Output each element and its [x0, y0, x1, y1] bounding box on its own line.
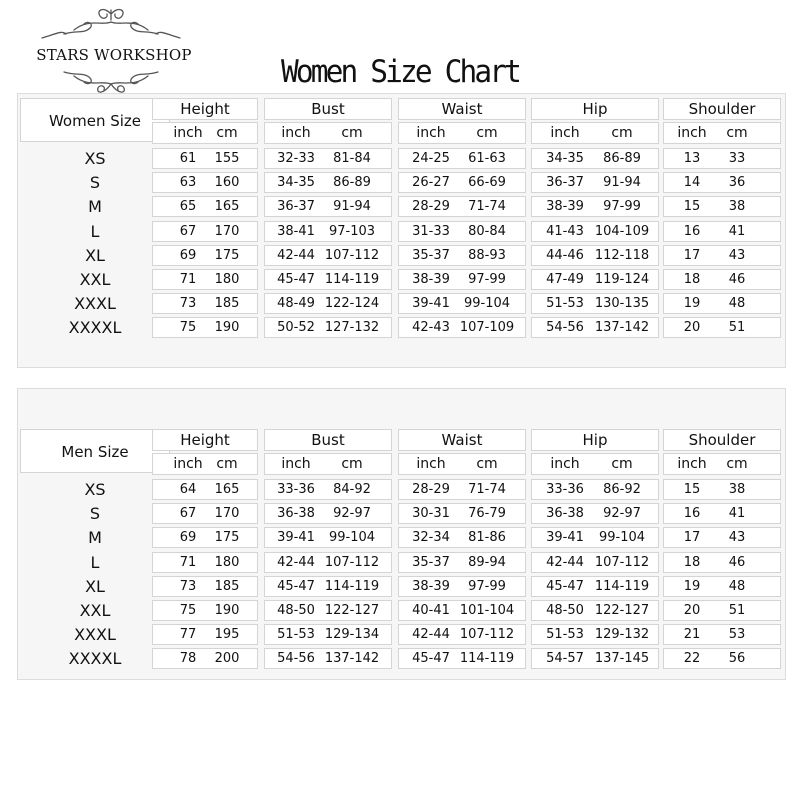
women-chart-title: Women Size Chart [280, 54, 520, 90]
value-cell: 77 [179, 627, 197, 643]
table-row [18, 269, 785, 293]
value-cell: 73 [179, 578, 197, 594]
value-cell: 107-112 [459, 627, 515, 643]
value-cell: 54-56 [546, 320, 584, 336]
value-cell: 71-74 [468, 199, 506, 215]
value-cell: 97-99 [468, 272, 506, 287]
size-label: XXL [79, 601, 111, 620]
value-cell: 92-97 [333, 506, 371, 522]
size-label: XXL [79, 270, 111, 289]
measurement-header: Waist [398, 429, 526, 451]
value-cell: 137-142 [594, 320, 650, 336]
value-cell: 122-127 [324, 603, 380, 618]
size-label: M [88, 197, 102, 217]
unit-label: inch [416, 125, 446, 141]
value-cell: 99-104 [463, 296, 511, 312]
table-row [18, 600, 785, 624]
value-cell: 28-29 [412, 482, 450, 497]
value-cell: 180 [214, 272, 240, 287]
value-cell: 20 [683, 320, 701, 336]
value-cell: 39-41 [546, 530, 584, 546]
value-cell: 86-89 [603, 151, 641, 166]
table-row [18, 172, 785, 196]
value-cell: 42-44 [277, 247, 315, 263]
size-label: XXXXL [68, 649, 122, 669]
table-row [18, 527, 785, 551]
table-row [18, 221, 785, 245]
value-cell: 122-127 [594, 603, 650, 618]
table-row [18, 196, 785, 220]
unit-label: cm [611, 125, 633, 141]
size-label: XXXL [74, 294, 116, 314]
value-cell: 14 [683, 175, 701, 191]
value-cell: 51-53 [546, 627, 584, 643]
value-cell: 84-92 [333, 482, 371, 497]
unit-label: inch [173, 125, 203, 141]
size-label: L [90, 221, 100, 241]
measurement-header: Height [152, 98, 258, 120]
unit-label: inch [677, 125, 707, 141]
size-label: XXXXL [68, 318, 122, 338]
value-cell: 91-94 [603, 175, 641, 191]
value-cell: 32-33 [277, 151, 315, 166]
value-cell: 175 [214, 247, 240, 263]
value-cell: 190 [214, 320, 240, 336]
value-cell: 39-41 [412, 296, 450, 312]
value-cell: 67 [179, 223, 197, 239]
value-cell: 130-135 [594, 296, 650, 312]
value-cell: 38 [728, 199, 746, 215]
value-cell: 170 [214, 506, 240, 522]
value-cell: 107-112 [324, 247, 380, 263]
unit-label: inch [281, 125, 311, 141]
measurement-header: Shoulder [663, 429, 781, 451]
value-cell: 13 [683, 151, 701, 166]
value-cell: 33 [728, 151, 746, 166]
value-cell: 35-37 [412, 554, 450, 570]
value-cell: 48-50 [277, 603, 315, 618]
value-cell: 107-112 [594, 554, 650, 570]
value-cell: 45-47 [277, 578, 315, 594]
value-cell: 43 [728, 530, 746, 546]
size-label: XS [84, 149, 106, 168]
table-row [18, 245, 785, 269]
value-cell: 195 [214, 627, 240, 643]
size-label: M [88, 528, 102, 548]
measurement-header: Bust [264, 98, 392, 120]
value-cell: 48 [728, 578, 746, 594]
value-cell: 45-47 [546, 578, 584, 594]
value-cell: 22 [683, 651, 701, 667]
value-cell: 76-79 [468, 506, 506, 522]
table-row [18, 317, 785, 341]
value-cell: 54-56 [277, 651, 315, 667]
table-row [18, 624, 785, 648]
value-cell: 16 [683, 506, 701, 522]
table-row [18, 503, 785, 527]
value-cell: 18 [683, 554, 701, 570]
measurement-header: Hip [531, 429, 659, 451]
value-cell: 107-112 [324, 554, 380, 570]
value-cell: 61 [179, 151, 197, 166]
value-cell: 47-49 [546, 272, 584, 287]
value-cell: 165 [214, 199, 240, 215]
value-cell: 71-74 [468, 482, 506, 497]
value-cell: 88-93 [468, 247, 506, 263]
value-cell: 48 [728, 296, 746, 312]
unit-label: inch [677, 456, 707, 472]
value-cell: 112-118 [594, 247, 650, 263]
value-cell: 54-57 [546, 651, 584, 667]
value-cell: 127-132 [324, 320, 380, 336]
value-cell: 43 [728, 247, 746, 263]
value-cell: 97-99 [468, 578, 506, 594]
value-cell: 114-119 [324, 578, 380, 594]
value-cell: 34-35 [277, 175, 315, 191]
unit-label: cm [341, 456, 363, 472]
value-cell: 38-39 [412, 578, 450, 594]
unit-label: cm [611, 456, 633, 472]
value-cell: 97-99 [603, 199, 641, 215]
unit-label: inch [550, 125, 580, 141]
value-cell: 36-37 [546, 175, 584, 191]
table-row [18, 479, 785, 503]
value-cell: 45-47 [412, 651, 450, 667]
value-cell: 34-35 [546, 151, 584, 166]
value-cell: 92-97 [603, 506, 641, 522]
value-cell: 99-104 [328, 530, 376, 546]
value-cell: 86-92 [603, 482, 641, 497]
value-cell: 114-119 [324, 272, 380, 287]
value-cell: 36 [728, 175, 746, 191]
value-cell: 185 [214, 578, 240, 594]
value-cell: 190 [214, 603, 240, 618]
value-cell: 42-44 [277, 554, 315, 570]
value-cell: 200 [214, 651, 240, 667]
value-cell: 66-69 [468, 175, 506, 191]
value-cell: 71 [179, 272, 197, 287]
value-cell: 19 [683, 578, 701, 594]
size-label: XL [85, 245, 105, 265]
value-cell: 155 [214, 151, 240, 166]
value-cell: 35-37 [412, 247, 450, 263]
value-cell: 15 [683, 482, 701, 497]
value-cell: 160 [214, 175, 240, 191]
value-cell: 180 [214, 554, 240, 570]
value-cell: 19 [683, 296, 701, 312]
value-cell: 81-84 [333, 151, 371, 166]
unit-label: inch [550, 456, 580, 472]
value-cell: 78 [179, 651, 197, 667]
value-cell: 71 [179, 554, 197, 570]
value-cell: 44-46 [546, 247, 584, 263]
value-cell: 41 [728, 506, 746, 522]
size-label: XS [84, 480, 106, 499]
value-cell: 64 [179, 482, 197, 497]
value-cell: 51-53 [277, 627, 315, 643]
size-column-header: Men Size [20, 429, 170, 473]
table-row [18, 148, 785, 172]
unit-label: cm [341, 125, 363, 141]
value-cell: 15 [683, 199, 701, 215]
value-cell: 17 [683, 247, 701, 263]
value-cell: 24-25 [412, 151, 450, 166]
unit-label: cm [726, 456, 748, 472]
measurement-header: Hip [531, 98, 659, 120]
value-cell: 30-31 [412, 506, 450, 522]
value-cell: 21 [683, 627, 701, 643]
value-cell: 20 [683, 603, 701, 618]
measurement-header: Height [152, 429, 258, 451]
value-cell: 89-94 [468, 554, 506, 570]
value-cell: 41-43 [546, 223, 584, 239]
table-row [18, 293, 785, 317]
value-cell: 61-63 [468, 151, 506, 166]
unit-label: cm [476, 456, 498, 472]
value-cell: 38-41 [277, 223, 315, 239]
value-cell: 38-39 [546, 199, 584, 215]
size-label: XXXL [74, 625, 116, 645]
value-cell: 175 [214, 530, 240, 546]
value-cell: 56 [728, 651, 746, 667]
value-cell: 53 [728, 627, 746, 643]
value-cell: 33-36 [546, 482, 584, 497]
unit-label: cm [476, 125, 498, 141]
value-cell: 31-33 [412, 223, 450, 239]
value-cell: 45-47 [277, 272, 315, 287]
value-cell: 137-142 [324, 651, 380, 667]
size-column-header: Women Size [20, 98, 170, 142]
value-cell: 51 [728, 320, 746, 336]
value-cell: 63 [179, 175, 197, 191]
value-cell: 170 [214, 223, 240, 239]
brand-logo [4, 4, 218, 104]
value-cell: 107-109 [459, 320, 515, 336]
value-cell: 28-29 [412, 199, 450, 215]
unit-label: cm [726, 125, 748, 141]
unit-label: cm [216, 456, 238, 472]
unit-label: inch [173, 456, 203, 472]
value-cell: 81-86 [468, 530, 506, 546]
value-cell: 75 [179, 603, 197, 618]
value-cell: 104-109 [594, 223, 650, 239]
value-cell: 69 [179, 530, 197, 546]
value-cell: 91-94 [333, 199, 371, 215]
size-label: XL [85, 576, 105, 596]
value-cell: 42-44 [546, 554, 584, 570]
value-cell: 38 [728, 482, 746, 497]
value-cell: 67 [179, 506, 197, 522]
value-cell: 46 [728, 554, 746, 570]
brand-name: STARS WORKSHOP [36, 46, 192, 64]
table-row [18, 576, 785, 600]
measurement-header: Shoulder [663, 98, 781, 120]
women-size-table [17, 93, 786, 368]
value-cell: 73 [179, 296, 197, 312]
value-cell: 165 [214, 482, 240, 497]
value-cell: 122-124 [324, 296, 380, 312]
value-cell: 129-132 [594, 627, 650, 643]
value-cell: 119-124 [594, 272, 650, 287]
unit-label: inch [416, 456, 446, 472]
value-cell: 17 [683, 530, 701, 546]
value-cell: 114-119 [459, 651, 515, 667]
value-cell: 46 [728, 272, 746, 287]
value-cell: 26-27 [412, 175, 450, 191]
unit-label: inch [281, 456, 311, 472]
value-cell: 41 [728, 223, 746, 239]
value-cell: 86-89 [333, 175, 371, 191]
value-cell: 185 [214, 296, 240, 312]
value-cell: 32-34 [412, 530, 450, 546]
value-cell: 114-119 [594, 578, 650, 594]
unit-label: cm [216, 125, 238, 141]
size-label: S [89, 173, 101, 193]
men-size-table [17, 388, 786, 680]
value-cell: 38-39 [412, 272, 450, 287]
value-cell: 33-36 [277, 482, 315, 497]
value-cell: 51 [728, 603, 746, 618]
value-cell: 18 [683, 272, 701, 287]
value-cell: 80-84 [468, 223, 506, 239]
value-cell: 42-43 [412, 320, 450, 336]
value-cell: 69 [179, 247, 197, 263]
value-cell: 50-52 [277, 320, 315, 336]
value-cell: 36-38 [277, 506, 315, 522]
value-cell: 75 [179, 320, 197, 336]
value-cell: 97-103 [328, 223, 376, 239]
value-cell: 137-145 [594, 651, 650, 667]
measurement-header: Waist [398, 98, 526, 120]
table-row [18, 552, 785, 576]
value-cell: 40-41 [412, 603, 450, 618]
value-cell: 51-53 [546, 296, 584, 312]
value-cell: 65 [179, 199, 197, 215]
value-cell: 48-50 [546, 603, 584, 618]
value-cell: 129-134 [324, 627, 380, 643]
measurement-header: Bust [264, 429, 392, 451]
size-label: L [90, 552, 100, 572]
size-label: S [89, 504, 101, 524]
value-cell: 16 [683, 223, 701, 239]
value-cell: 101-104 [459, 603, 515, 618]
value-cell: 36-37 [277, 199, 315, 215]
value-cell: 39-41 [277, 530, 315, 546]
value-cell: 42-44 [412, 627, 450, 643]
table-row [18, 648, 785, 672]
value-cell: 36-38 [546, 506, 584, 522]
value-cell: 99-104 [598, 530, 646, 546]
value-cell: 48-49 [277, 296, 315, 312]
